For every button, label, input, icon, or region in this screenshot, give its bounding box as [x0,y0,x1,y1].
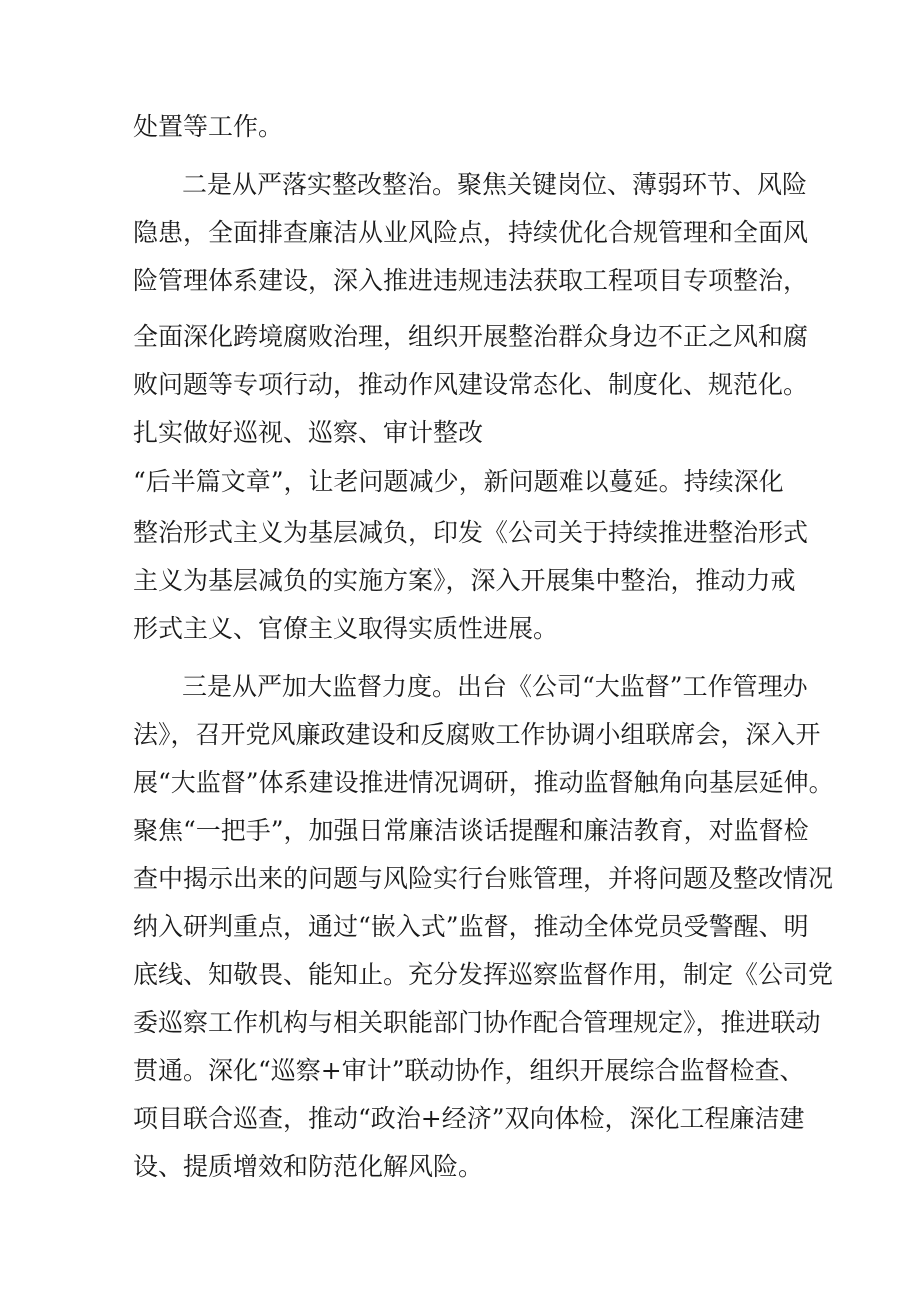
text-line: 险管理体系建设，深入推进违规违法获取工程项目专项整治， [133,266,809,295]
text-line: 处置等工作。 [133,112,284,141]
text-line: 聚焦“一把手”，加强日常廉洁谈话提醒和廉洁教育，对监督检 [133,816,809,845]
paragraph-3-first-line: 三是从严加大监督力度。出台《公司“大监督”工作管理办 [182,672,808,701]
text-line: 设、提质增效和防范化解风险。 [133,1152,484,1181]
text-line: 纳入研判重点，通过“嵌入式”监督，推动全体党员受警醒、明 [133,912,809,941]
text-line: 全面深化跨境腐败治理，组织开展整治群众身边不正之风和腐 [133,322,809,351]
text-line: “后半篇文章”，让老问题减少，新问题难以蔓延。持续深化 [133,467,784,496]
text-line: 败问题等专项行动，推动作风建设常态化、制度化、规范化。 [133,370,809,399]
text-line: 扎实做好巡视、巡察、审计整改 [133,418,484,447]
text-line: 查中揭示出来的问题与风险实行台账管理，并将问题及整改情况 [133,864,834,893]
text-line: 整治形式主义为基层减负，印发《公司关于持续推进整治形式 [133,518,809,547]
text-line: 贯通。深化“巡察+审计”联动协作，组织开展综合监督检查、 [133,1056,805,1085]
text-line: 隐患，全面排查廉洁从业风险点，持续优化合规管理和全面风 [133,218,809,247]
text-line: 项目联合巡查，推动“政治+经济”双向体检，深化工程廉洁建 [133,1104,805,1133]
text-line: 委巡察工作机构与相关职能部门协作配合管理规定》，推进联动 [133,1008,821,1037]
text-line: 展“大监督”体系建设推进情况调研，推动监督触角向基层延伸。 [133,768,834,797]
paragraph-2-first-line: 二是从严落实整改整治。聚焦关键岗位、薄弱环节、风险 [182,170,808,199]
text-line: 形式主义、官僚主义取得实质性进展。 [133,614,559,643]
text-line: 底线、知敬畏、能知止。充分发挥巡察监督作用，制定《公司党 [133,960,834,989]
text-line: 主义为基层减负的实施方案》，深入开展集中整治，推动力戒 [133,566,796,595]
text-line: 法》，召开党风廉政建设和反腐败工作协调小组联席会，深入开 [133,720,821,749]
